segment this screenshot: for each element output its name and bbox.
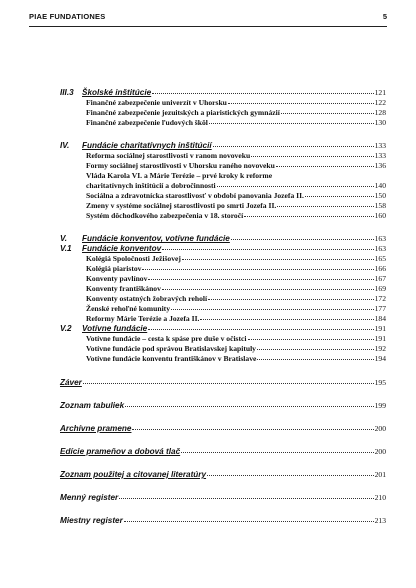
toc-entry-label: Fundácie konventov, votívne fundácie — [82, 234, 230, 243]
toc-section-number: V.2 — [60, 324, 72, 333]
toc-page-number: 195 — [374, 378, 386, 387]
toc-leader-dots — [83, 383, 374, 384]
toc-entry[interactable] — [86, 254, 386, 264]
toc-entry[interactable] — [86, 171, 386, 181]
toc-leader-dots — [148, 279, 373, 280]
toc-row — [0, 274, 416, 284]
toc-leader-dots — [251, 156, 373, 157]
toc-row — [0, 118, 416, 128]
toc-entry-label: Konventy františkánov — [86, 284, 161, 293]
toc-page-number: 130 — [374, 118, 386, 127]
toc-row — [0, 211, 416, 221]
toc-row — [0, 334, 416, 344]
toc-entry-label: Vláda Karola VI. a Márie Terézie – prvé kroky k reforme — [86, 171, 273, 180]
toc-leader-dots — [209, 123, 374, 124]
toc-page-number: 192 — [374, 344, 386, 353]
toc-entry-label: Systém dôchodkového zabezpečenia v 18. storočí — [86, 211, 244, 220]
toc-entry-label: Ženské rehoľné komunity — [86, 304, 171, 313]
toc-page-number: 169 — [374, 284, 386, 293]
toc-leader-dots — [208, 299, 373, 300]
toc-entry[interactable] — [86, 274, 386, 284]
toc-row — [0, 493, 416, 503]
toc-section-number: V. — [60, 234, 67, 243]
toc-entry-label: Reforma sociálnej starostlivosti v ranom novoveku — [86, 151, 251, 160]
toc-row — [0, 401, 416, 411]
toc-page-number: 191 — [374, 334, 386, 343]
toc-page-number: 194 — [374, 354, 386, 363]
toc-entry-label: Archívne pramene — [60, 424, 132, 433]
toc-leader-dots — [152, 93, 373, 94]
toc-entry[interactable] — [60, 378, 386, 388]
toc-row — [0, 284, 416, 294]
toc-entry-label: Edície prameňov a dobová tlač — [60, 447, 181, 456]
toc-leader-dots — [213, 146, 374, 147]
toc-leader-dots — [276, 166, 374, 167]
toc-row — [0, 314, 416, 324]
toc-page-number: 184 — [374, 314, 386, 323]
toc-row — [0, 108, 416, 118]
toc-entry[interactable] — [86, 211, 386, 221]
toc-row — [0, 254, 416, 264]
toc-row — [0, 201, 416, 211]
toc-page-number: 213 — [374, 516, 386, 525]
header-page-number: 5 — [382, 12, 387, 21]
toc-row — [0, 181, 416, 191]
toc-leader-dots — [181, 452, 373, 453]
header-title: PIAE FUNDATIONES — [29, 12, 106, 21]
toc-row — [0, 304, 416, 314]
toc-row — [0, 161, 416, 171]
toc-section-number: III.3 — [60, 88, 74, 97]
toc-entry-label: Votívne fundácie konventu františkánov v Bratislave — [86, 354, 257, 363]
toc-entry[interactable] — [86, 181, 386, 191]
toc-row — [0, 141, 416, 151]
toc-leader-dots — [244, 216, 373, 217]
toc-entry-label: charitatívnych inštitúcií a dobročinnosti — [86, 181, 216, 190]
toc-page-number: 121 — [374, 88, 386, 97]
toc-row — [0, 324, 416, 334]
toc-entry-label: Votívne fundácie – cesta k spáse pre duše v očistci — [86, 334, 247, 343]
toc-page-number: 160 — [374, 211, 386, 220]
toc-entry[interactable] — [86, 334, 386, 344]
toc-entry[interactable] — [60, 424, 386, 434]
toc-page-number: 166 — [374, 264, 386, 273]
toc-entry[interactable] — [82, 324, 386, 334]
toc-leader-dots — [162, 289, 374, 290]
toc-leader-dots — [281, 113, 374, 114]
toc-row — [0, 88, 416, 98]
toc-leader-dots — [125, 406, 373, 407]
toc-entry-label: Kolégiá piaristov — [86, 264, 142, 273]
toc-leader-dots — [207, 475, 374, 476]
toc-row — [0, 470, 416, 480]
toc-entry-label: Finančné zabezpečenie jezuitských a piaristických gymnázií — [86, 108, 280, 117]
toc-entry-label: Menný register — [60, 493, 119, 502]
toc-entry[interactable] — [60, 470, 386, 480]
toc-page-number: 133 — [374, 151, 386, 160]
toc-section-number: IV. — [60, 141, 70, 150]
toc-row — [0, 244, 416, 254]
toc-entry[interactable] — [86, 344, 386, 354]
toc-row — [0, 151, 416, 161]
toc-page-number: 167 — [374, 274, 386, 283]
toc-entry[interactable] — [82, 234, 386, 244]
toc-leader-dots — [305, 196, 374, 197]
toc-leader-dots — [248, 339, 374, 340]
toc-entry-label: Zmeny v systéme sociálnej starostlivosti po smrti Jozefa II. — [86, 201, 277, 210]
toc-page-number: 200 — [374, 447, 386, 456]
toc-entry[interactable] — [86, 314, 386, 324]
toc-entry[interactable] — [86, 191, 386, 201]
toc-leader-dots — [182, 259, 374, 260]
toc-row — [0, 98, 416, 108]
toc-row — [0, 447, 416, 457]
toc-entry-label: Finančné zabezpečenie ľudových škôl — [86, 118, 208, 127]
toc-entry[interactable] — [86, 118, 386, 128]
toc-section-number: V.1 — [60, 244, 72, 253]
toc-entry[interactable] — [86, 284, 386, 294]
toc-entry-label: Votívne fundácie pod správou Bratislavskej kapituly — [86, 344, 256, 353]
toc-leader-dots — [200, 319, 373, 320]
toc-entry[interactable] — [86, 151, 386, 161]
toc-entry[interactable] — [82, 141, 386, 151]
toc-page-number: 136 — [374, 161, 386, 170]
toc-row — [0, 191, 416, 201]
toc-entry-label: Reformy Márie Terézie a Jozefa II. — [86, 314, 200, 323]
toc-entry-label: Konventy ostatných žobravých reholí — [86, 294, 208, 303]
toc-page-number: 177 — [374, 304, 386, 313]
toc-leader-dots — [124, 521, 374, 522]
toc-leader-dots — [217, 186, 374, 187]
toc-entry-label: Votívne fundácie — [82, 324, 148, 333]
toc-row — [0, 294, 416, 304]
toc-page-number: 200 — [374, 424, 386, 433]
toc-page-number: 199 — [374, 401, 386, 410]
toc-leader-dots — [231, 239, 374, 240]
toc-page-number: 140 — [374, 181, 386, 190]
toc-page-number: 133 — [374, 141, 386, 150]
toc-leader-dots — [171, 309, 374, 310]
toc-leader-dots — [119, 498, 373, 499]
toc-entry-label: Fundácie konventov — [82, 244, 162, 253]
toc-entry[interactable] — [86, 201, 386, 211]
toc-entry[interactable] — [82, 244, 386, 254]
toc-leader-dots — [228, 103, 374, 104]
toc-entry[interactable] — [60, 447, 386, 457]
toc-row — [0, 424, 416, 434]
toc-leader-dots — [257, 359, 373, 360]
toc-entry-label: Fundácie charitatívnych inštitúcií — [82, 141, 212, 150]
toc-entry-label: Konventy pavlínov — [86, 274, 148, 283]
toc-leader-dots — [162, 249, 373, 250]
toc-page-number: 172 — [374, 294, 386, 303]
toc-row — [0, 171, 416, 181]
toc-page-number: 191 — [374, 324, 386, 333]
toc-entry-label: Sociálna a zdravotnícka starostlivosť v období panovania Jozefa II. — [86, 191, 304, 200]
toc-page-number: 210 — [374, 493, 386, 502]
toc-entry[interactable] — [60, 516, 386, 526]
toc-row — [0, 354, 416, 364]
toc-leader-dots — [142, 269, 373, 270]
toc-entry[interactable] — [86, 304, 386, 314]
toc-leader-dots — [257, 349, 374, 350]
toc-entry-label: Zoznam použitej a citovanej literatúry — [60, 470, 207, 479]
toc-page-number: 165 — [374, 254, 386, 263]
toc-leader-dots — [148, 329, 373, 330]
toc-entry-label: Školské inštitúcie — [82, 88, 152, 97]
toc-entry-label: Zoznam tabuliek — [60, 401, 125, 410]
toc-entry[interactable] — [86, 161, 386, 171]
toc-page-number: 158 — [374, 201, 386, 210]
toc-entry[interactable] — [86, 294, 386, 304]
toc-entry-label: Kolégiá Spoločnosti Ježišovej — [86, 254, 181, 263]
toc-entry[interactable] — [60, 401, 386, 411]
toc-page-number: 163 — [374, 244, 386, 253]
toc-entry-label: Záver — [60, 378, 82, 387]
toc-page-number: 163 — [374, 234, 386, 243]
toc-entry[interactable] — [86, 264, 386, 274]
toc-row — [0, 234, 416, 244]
toc-leader-dots — [277, 206, 373, 207]
toc-row — [0, 344, 416, 354]
toc-page-number: 150 — [374, 191, 386, 200]
toc-entry-label: Miestny register — [60, 516, 123, 525]
toc-page-number: 201 — [374, 470, 386, 479]
toc-entry[interactable] — [82, 88, 386, 98]
toc-entry[interactable] — [86, 354, 386, 364]
toc-entry-label: Formy sociálnej starostlivosti v Uhorsku raného novoveku — [86, 161, 275, 170]
toc-page-number: 122 — [374, 98, 386, 107]
toc-entry[interactable] — [86, 108, 386, 118]
toc-entry-label: Finančné zabezpečenie univerzít v Uhorsku — [86, 98, 227, 107]
toc-entry[interactable] — [60, 493, 386, 503]
toc-row — [0, 264, 416, 274]
toc-leader-dots — [132, 429, 373, 430]
toc-page-number: 128 — [374, 108, 386, 117]
toc-row — [0, 378, 416, 388]
toc-entry[interactable] — [86, 98, 386, 108]
toc-row — [0, 516, 416, 526]
